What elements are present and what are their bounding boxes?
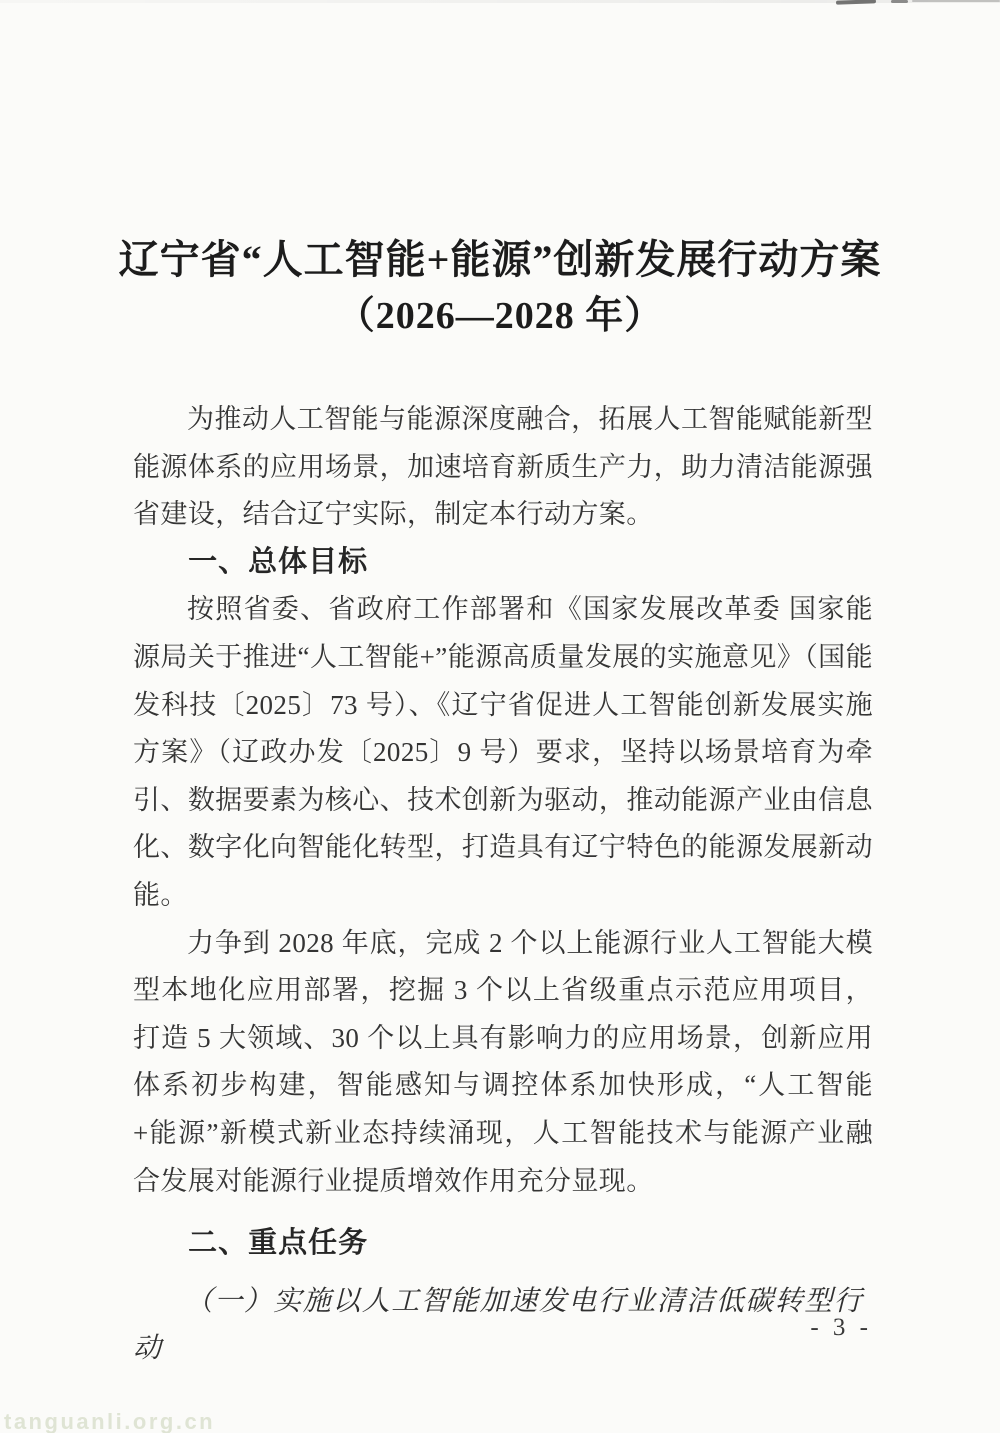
page-number: - 3 - [810,1314,872,1341]
scan-artifact-mark [891,0,908,3]
section-1-heading: 一、总体目标 [188,545,369,578]
section-1-paragraph-1: 按照省委、省政府工作部署和《国家发展改革委 国家能源局关于推进“人工智能+”能源高质量发展的实施意见》（国能发科技〔2025〕73 号）、《辽宁省促进人工智能创新发展实施方案》（辽政办发〔2025〕9 号）要求，坚持以场景培育为牵引、数据要素为核心、技术创新为驱动，推动能源产业由信息化、数字化向智能化转型，打造具有辽宁特色的能源发展新动能。 [133,594,873,910]
document-title-line2: （2026—2028 年） [336,295,664,337]
watermark-text: tanguanli.org.cn [4,1409,216,1433]
scan-artifact-mark [836,0,876,5]
section-2-heading: 二、重点任务 [188,1227,369,1260]
section-2-sub-1-heading: （一）实施以人工智能加速发电行业清洁低碳转型行动 [133,1285,864,1365]
document-title-line1: 辽宁省“人工智能+能源”创新发展行动方案 [118,237,882,282]
intro-paragraph: 为推动人工智能与能源深度融合，拓展人工智能赋能新型能源体系的应用场景，加速培育新质生产力，助力清洁能源强省建设，结合辽宁实际，制定本行动方案。 [133,404,873,530]
document-body [133,396,873,1373]
section-1-paragraph-2: 力争到 2028 年底，完成 2 个以上能源行业人工智能大模型本地化应用部署，挖掘 3 个以上省级重点示范应用项目，打造 5 大领域、30 个以上具有影响力的应用场景，创新应用体系初步构建，智能感知与调控体系加快形成，“人工智能+能源”新模式新业态持续涌现，人工智能技术与能源产业融合发展对能源行业提质增效作用充分显现。 [133,927,873,1196]
scan-artifact-streak [912,0,1000,2]
document-title [0,232,1000,342]
